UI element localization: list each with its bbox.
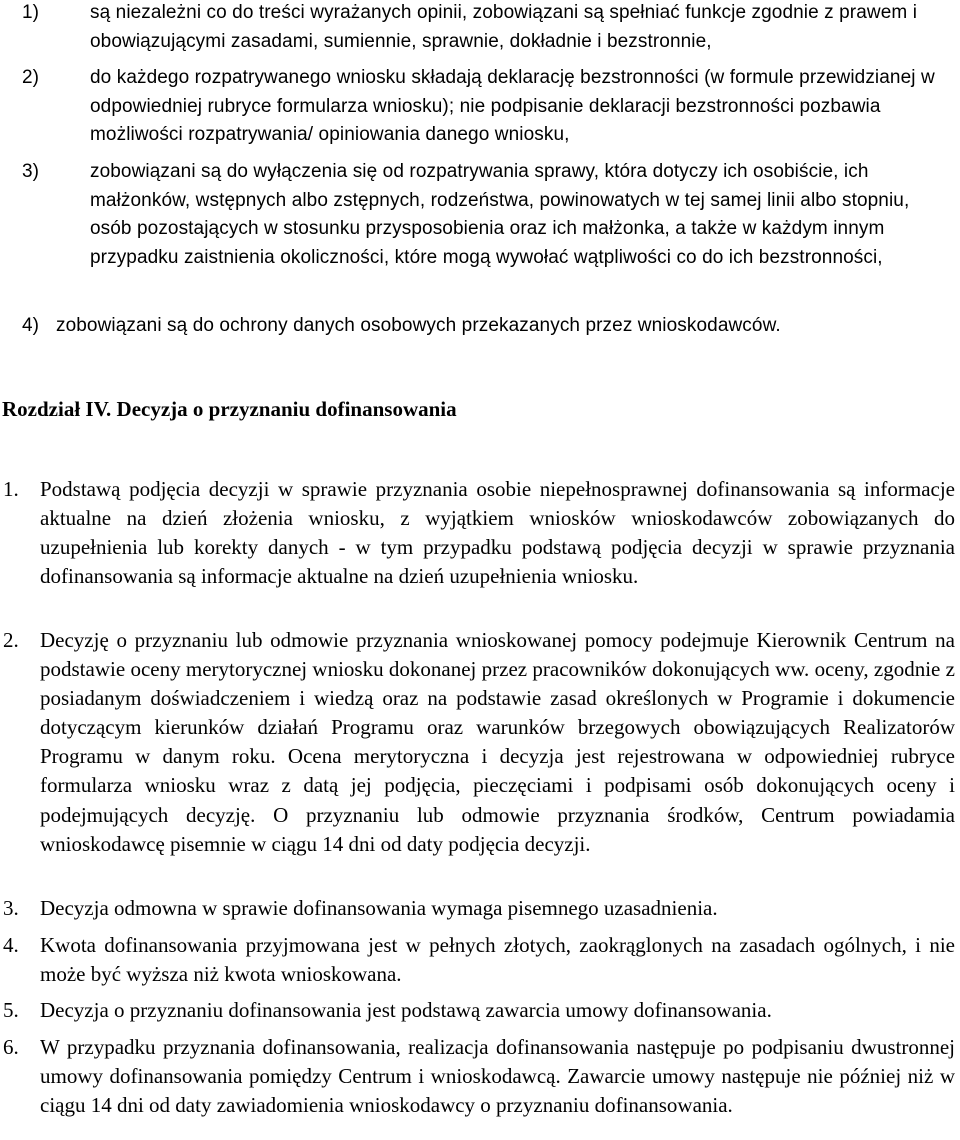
- chapter-heading: Rozdział IV. Decyzja o przyznaniu dofinansowania: [2, 397, 457, 421]
- paragraph-text: Decyzja o przyznaniu dofinansowania jest podstawą zawarcia umowy dofinansowania.: [40, 998, 772, 1022]
- list-item-number: 3): [22, 161, 40, 182]
- paragraph-text: Decyzję o przyznaniu lub odmowie przyznania wnioskowanej pomocy podejmuje Kierownik Centrum na podstawie oceny merytorycznej wniosku dokonanej przez pracowników dokonujących ww. oceny, zgodnie z posiadanym doświadczeniem i wiedzą oraz na podstawie zasad określonych w Programie i dokumencie dotyczącym kierunków działań Programu oraz warunków brzegowych obowiązujących Realizatorów Programu w danym roku. Ocena merytoryczna i decyzja jest rejestrowana w odpowiedniej rubryce formularza wniosku wraz z datą jej podjęcia, pieczęciami i podpisami osób dokonujących oceny i podejmujących decyzję. O przyznaniu lub odmowie przyznania środków, Centrum powiadamia wnioskodawcę pisemnie w ciągu 14 dni od daty podjęcia decyzji.: [40, 628, 955, 856]
- paragraph-number: 3.: [3, 896, 19, 920]
- list-item-text: zobowiązani są do wyłączenia się od rozpatrywania sprawy, która dotyczy ich osobiście, ich małżonków, wstępnych albo zstępnych, rodzeństwa, powinowatych w tej samej linii albo stopniu, osób pozostających w stosunku przysposobienia oraz ich małżonka, a także w każdym innym przypadku zaistnienia okoliczności, które mogą wywołać wątpliwości co do ich bezstronności,: [90, 161, 910, 268]
- paragraph-text: Podstawą podjęcia decyzji w sprawie przyznania osobie niepełnosprawnej dofinansowania są informacje aktualne na dzień złożenia wniosku, z wyjątkiem wniosków wnioskodawców zobowiązanych do uzupełnienia lub korekty danych - w tym przypadku podstawą podjęcia decyzji w sprawie przyznania dofinansowania są informacje aktualne na dzień uzupełnienia wniosku.: [40, 477, 955, 589]
- list-item-number: 1): [22, 2, 40, 23]
- list-item-number: 4): [22, 315, 40, 336]
- list-item-number: 2): [22, 67, 40, 88]
- paragraph-number: 6.: [3, 1035, 19, 1059]
- paragraph-number: 4.: [3, 933, 19, 957]
- paragraph-number: 2.: [3, 628, 19, 652]
- paragraph-text: W przypadku przyznania dofinansowania, realizacja dofinansowania następuje po podpisaniu dwustronnej umowy dofinansowania pomiędzy Centrum i wnioskodawcą. Zawarcie umowy następuje nie później niż w ciągu 14 dni od daty zawiadomienia wnioskodawcy o przyznaniu dofinansowania.: [40, 1035, 955, 1118]
- list-item-text: są niezależni co do treści wyrażanych opinii, zobowiązani są spełniać funkcje zgodnie z prawem i obowiązującymi zasadami, sumiennie, sprawnie, dokładnie i bezstronnie,: [90, 2, 918, 52]
- paragraph-text: Decyzja odmowna w sprawie dofinansowania wymaga pisemnego uzasadnienia.: [40, 896, 718, 920]
- list-item-text: zobowiązani są do ochrony danych osobowych przekazanych przez wnioskodawców.: [56, 315, 781, 336]
- paragraph-number: 5.: [3, 998, 19, 1022]
- list-item-text: do każdego rozpatrywanego wniosku składają deklarację bezstronności (w formule przewidzianej w odpowiedniej rubryce formularza wniosku); nie podpisanie deklaracji bezstronności pozbawia możliwości rozpatrywania/ opiniowania danego wniosku,: [90, 67, 935, 145]
- paragraph-text: Kwota dofinansowania przyjmowana jest w pełnych złotych, zaokrąglonych na zasadach ogólnych, i nie może być wyższa niż kwota wnioskowana.: [40, 933, 955, 987]
- paragraph-number: 1.: [3, 477, 19, 501]
